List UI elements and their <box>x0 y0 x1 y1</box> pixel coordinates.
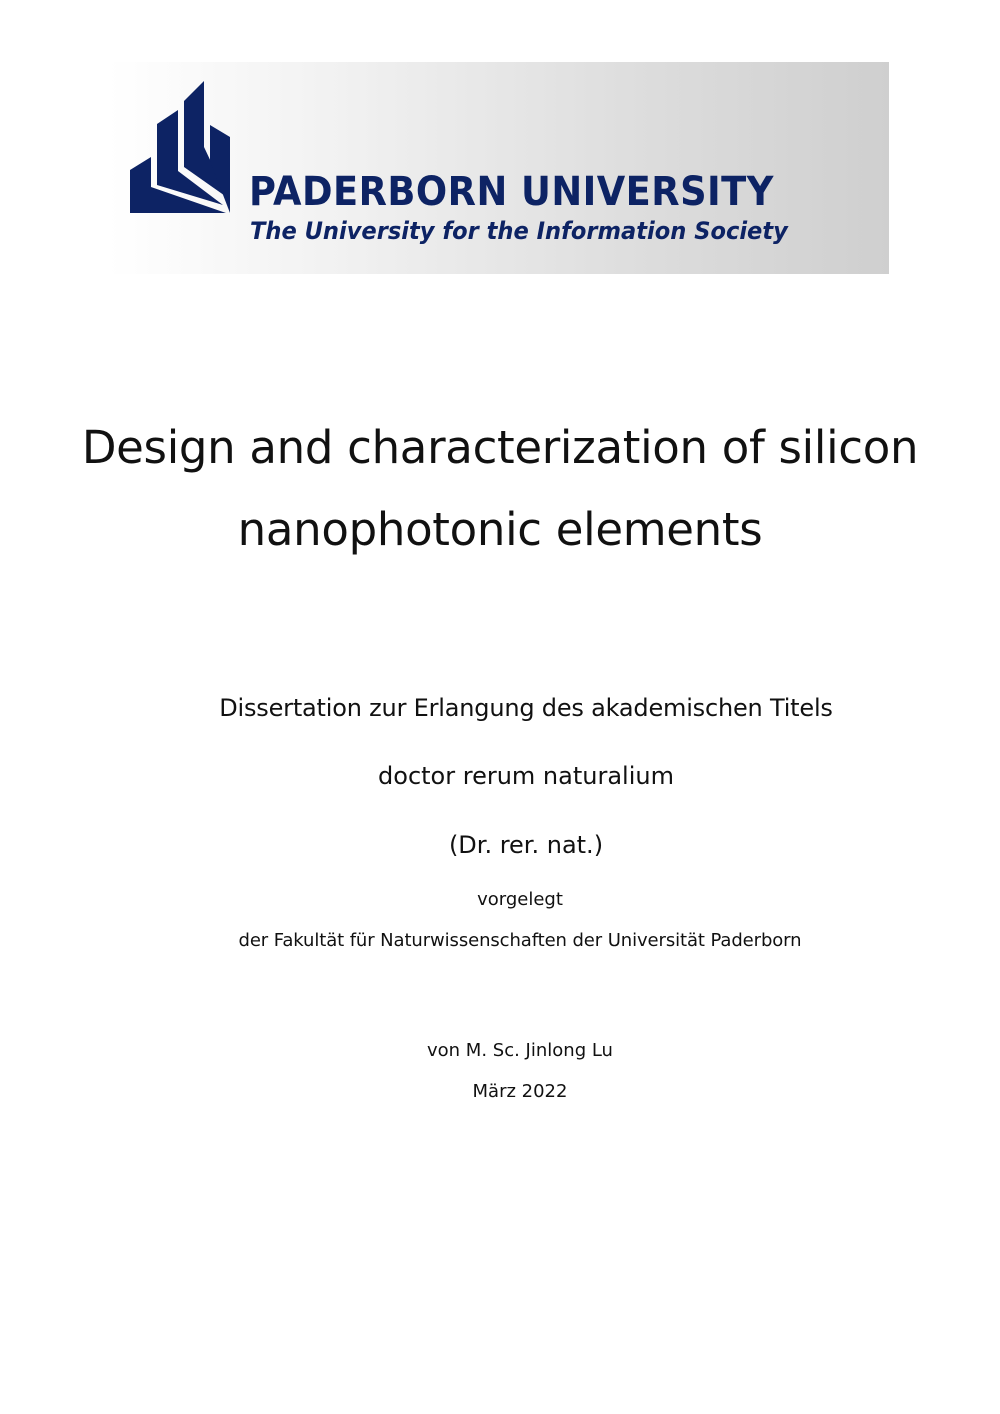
degree-name: doctor rerum naturalium <box>378 762 674 790</box>
paderborn-university-logo-icon <box>130 79 232 215</box>
thesis-title-line-1: Design and characterization of silicon <box>81 421 919 474</box>
submission-date: März 2022 <box>472 1081 568 1102</box>
thesis-title-line-2: nanophotonic elements <box>237 503 763 556</box>
faculty-line: der Fakultät für Naturwissenschaften der Universität Paderborn <box>238 930 802 951</box>
university-header-banner <box>108 62 889 274</box>
university-tagline: The University for the Information Society <box>250 217 788 245</box>
degree-abbreviation: (Dr. rer. nat.) <box>448 831 604 859</box>
submitted-label: vorgelegt <box>477 889 563 910</box>
university-name: PADERBORN UNIVERSITY <box>249 169 774 215</box>
author-line: von M. Sc. Jinlong Lu <box>427 1040 613 1061</box>
dissertation-purpose: Dissertation zur Erlangung des akademischen Titels <box>219 694 833 722</box>
